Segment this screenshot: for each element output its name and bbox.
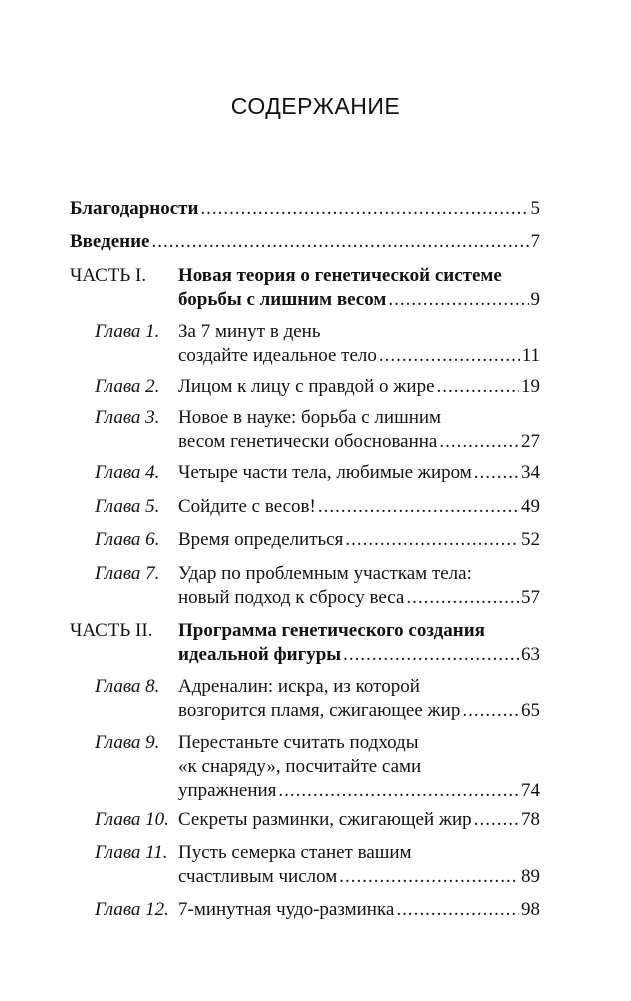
chapter-label: Глава 2. [95,376,160,397]
entry-title-line: Удар по проблемным участкам тела: [178,563,472,584]
page-title: СОДЕРЖАНИЕ [230,93,401,119]
dot-leader [343,643,519,667]
entry-title-line: Четыре части тела, любимые жиром [178,462,472,483]
page-number: 78 [521,809,540,830]
page-number: 57 [521,587,540,608]
page-number: 11 [521,345,540,366]
entry-title-line: новый подход к сбросу веса [178,587,405,608]
toc-line [178,779,540,803]
toc-line [178,808,540,832]
entry-title-line: Новая теория о генетической системе [178,265,502,286]
dot-leader [278,779,519,803]
entry-title-line: Секреты разминки, сжигающей жир [178,809,472,830]
dot-leader [474,808,519,832]
page-number: 52 [521,529,540,550]
entry-title-line: создайте идеальное тело [178,345,377,366]
chapter-label: Глава 12. [95,899,169,920]
entry-title: Благодарности [70,198,199,219]
chapter-label: Глава 1. [95,321,160,342]
toc-line [178,841,540,865]
toc-line [178,898,540,922]
toc-line [178,675,540,699]
dot-leader [437,375,519,399]
toc-line [178,731,540,755]
dot-leader [406,586,519,610]
toc-line [178,344,540,368]
part-label: ЧАСТЬ I. [70,265,147,286]
page-number: 34 [521,462,540,483]
dot-leader [462,699,519,723]
toc-line [178,406,540,430]
toc-entry-acknowledgements [70,197,540,221]
page-number: 9 [530,289,540,310]
toc-line [70,197,540,221]
entry-title-line: За 7 минут в день [178,321,321,342]
chapter-label: Глава 6. [95,529,160,550]
toc-line [178,430,540,454]
entry-title-line: возгорится пламя, сжигающее жир [178,700,461,721]
toc-line [70,230,540,254]
toc-line [178,562,540,586]
dot-leader [345,528,519,552]
toc-line [178,643,540,667]
chapter-label: Глава 10. [95,809,169,830]
chapter-label: Глава 9. [95,732,160,753]
toc-line [178,619,540,643]
page-number: 89 [521,866,540,887]
chapter-label: Глава 5. [95,496,160,517]
toc-line [178,865,540,889]
entry-title-line: упражнения [178,780,277,801]
toc-entry-introduction [70,230,540,254]
dot-leader [318,495,519,519]
toc-line [178,755,540,779]
entry-title-line: весом генетически обоснованна [178,431,438,452]
entry-title-line: Перестаньте считать подходы [178,732,419,753]
entry-title-line: идеальной фигуры [178,644,342,665]
entry-title-line: Новое в науке: борьба с лишним [178,407,442,428]
toc-line [178,586,540,610]
toc-line [178,528,540,552]
dot-leader [339,865,519,889]
entry-title-line: Лицом к лицу с правдой о жире [178,376,435,397]
page-number: 74 [521,780,540,801]
chapter-label: Глава 11. [95,842,168,863]
entry-title-line: Сойдите с весов! [178,496,316,517]
entry-title-line: «к снаряду», посчитайте сами [178,756,422,777]
chapter-label: Глава 7. [95,563,160,584]
page-number: 98 [521,899,540,920]
toc-line [178,375,540,399]
chapter-label: Глава 3. [95,407,160,428]
entry-title-line: Адреналин: искра, из которой [178,676,420,697]
entry-title-line: Программа генетического создания [178,620,485,641]
entry-title-line: Пусть семерка станет вашим [178,842,412,863]
entry-title-line: Время определиться [178,529,344,550]
toc-line [178,461,540,485]
page-number: 65 [521,700,540,721]
entry-title: Введение [70,231,150,252]
toc-line [178,288,540,312]
page-number: 19 [521,376,540,397]
page-number: 5 [530,198,540,219]
dot-leader [388,288,528,312]
page-number: 63 [521,644,540,665]
page-number: 7 [530,231,540,252]
dot-leader [200,197,528,221]
toc-line [178,320,540,344]
toc-line [178,699,540,723]
toc-line [178,264,540,288]
dot-leader [396,898,519,922]
toc-line [178,495,540,519]
dot-leader [152,230,529,254]
dot-leader [474,461,519,485]
page-number: 49 [521,496,540,517]
chapter-label: Глава 4. [95,462,160,483]
part-label: ЧАСТЬ II. [70,620,153,641]
entry-title-line: борьбы с лишним весом [178,289,387,310]
entry-title-line: счастливым числом [178,866,338,887]
entry-title-line: 7-минутная чудо-разминка [178,899,395,920]
page-number: 27 [521,431,540,452]
dot-leader [439,430,519,454]
dot-leader [379,344,520,368]
chapter-label: Глава 8. [95,676,160,697]
